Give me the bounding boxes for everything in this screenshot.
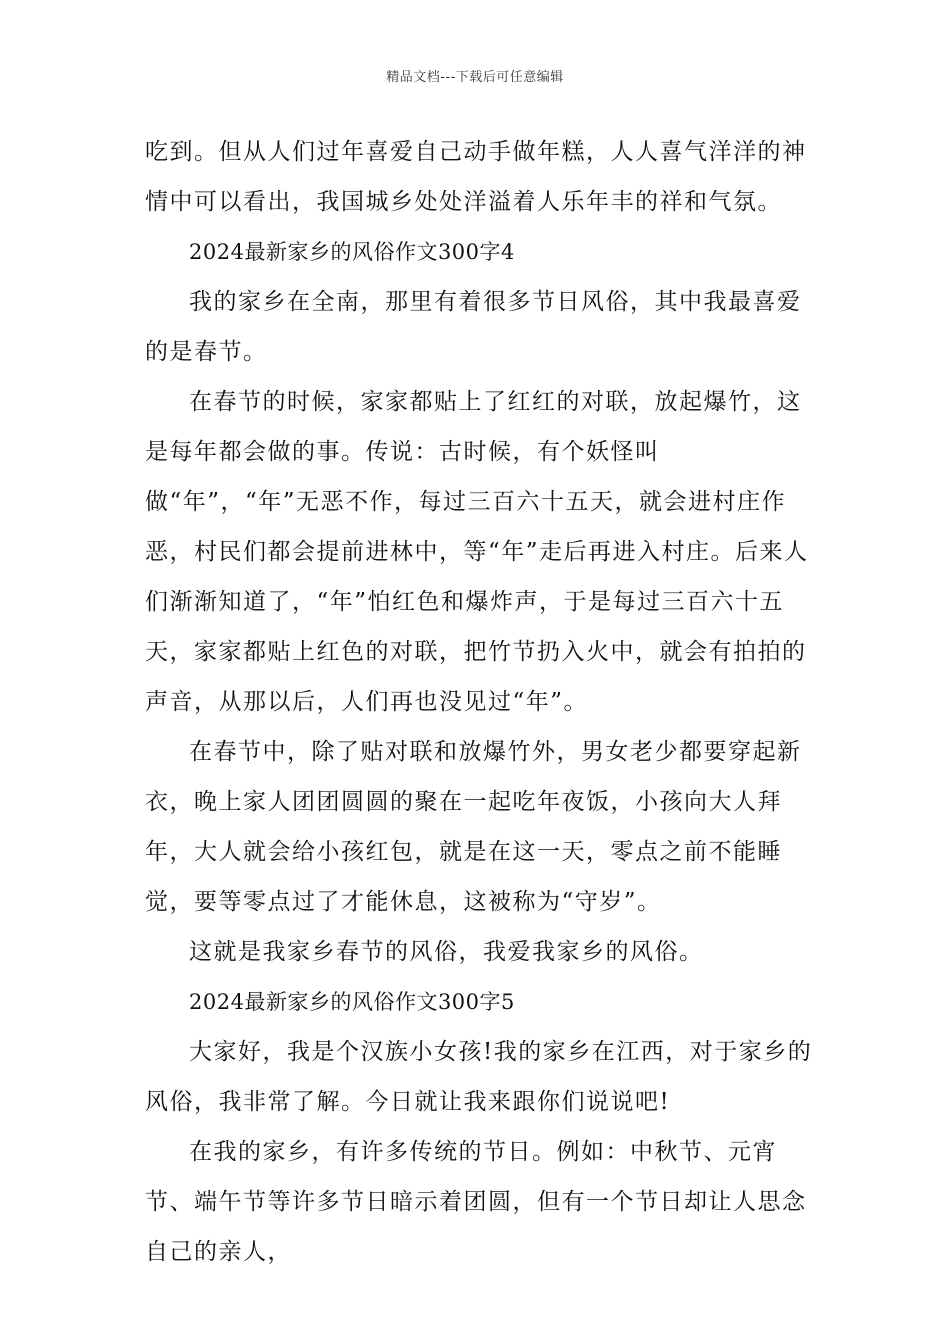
paragraph: 这就是我家乡春节的风俗，我爱我家乡的风俗。 <box>189 939 704 965</box>
document-body <box>145 127 815 1277</box>
paragraph: 在春节中，除了贴对联和放爆竹外，男女老少都要穿起新衣，晚上家人团团圆圆的聚在一起吃年夜饭，小孩向大人拜年，大人就会给小孩红包，就是在这一天，零点之前不能睡觉，要等零点过了才能休息，这被称为“守岁”。 <box>145 739 802 915</box>
section-heading: 2024最新家乡的风俗作文300字5 <box>189 990 515 1014</box>
paragraph: 我的家乡在全南，那里有着很多节日风俗，其中我最喜爱的是春节。 <box>145 289 802 365</box>
paragraph: 在春节的时候，家家都贴上了红红的对联，放起爆竹，这是每年都会做的事。传说：古时候，有个妖怪叫做“年”，“年”无恶不作，每过三百六十五天，就会进村庄作恶，村民们都会提前进林中，等“年”走后再进入村庄。后来人们渐渐知道了，“年”怕红色和爆炸声，于是每过三百六十五天，家家都贴上红色的对联，把竹节扔入火中，就会有拍拍的声音，从那以后，人们再也没见过“年”。 <box>145 389 809 715</box>
paragraph-continuation: 吃到。但从人们过年喜爱自己动手做年糕，人人喜气洋洋的神情中可以看出，我国城乡处处洋溢着人乐年丰的祥和气氛。 <box>145 139 807 215</box>
section-heading: 2024最新家乡的风俗作文300字4 <box>189 240 515 264</box>
paragraph: 在我的家乡，有许多传统的节日。例如：中秋节、元宵节、端午节等许多节日暗示着团圆，但有一个节日却让人思念自己的亲人， <box>145 1139 807 1265</box>
paragraph: 大家好，我是个汉族小女孩!我的家乡在江西，对于家乡的风俗，我非常了解。今日就让我来跟你们说说吧! <box>145 1039 813 1115</box>
page-header: 精品文档---下载后可任意编辑 <box>386 70 564 85</box>
